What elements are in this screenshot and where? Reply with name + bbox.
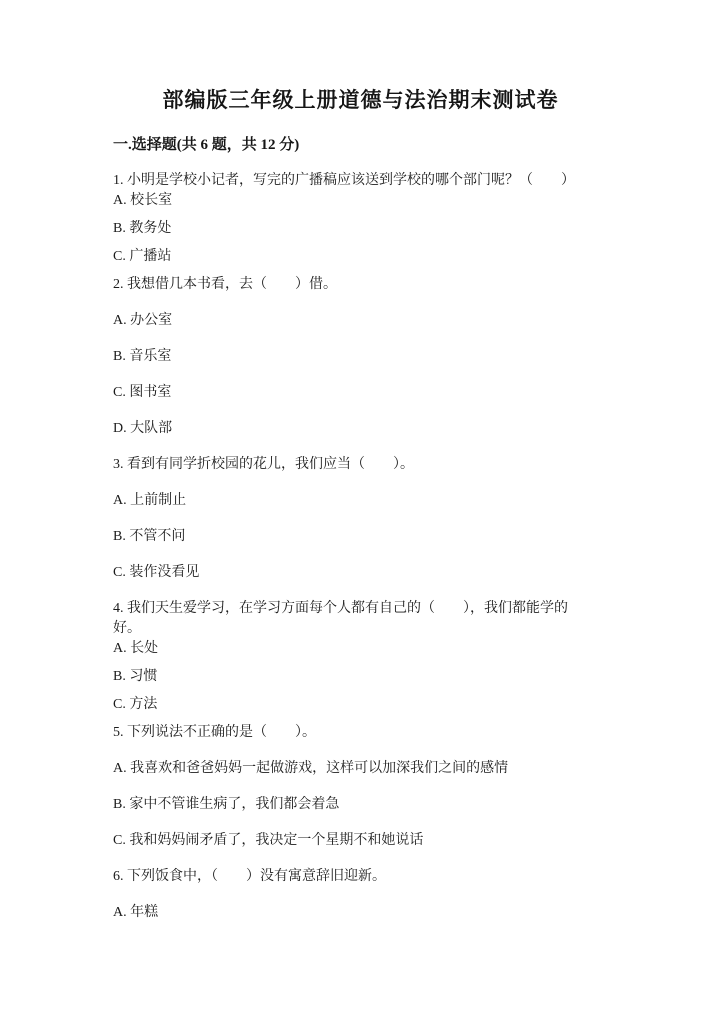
question-3-option-b: B. 不管不问 — [113, 529, 186, 544]
question-2-option-d: D. 大队部 — [113, 421, 173, 436]
question-1 — [113, 171, 608, 267]
question-4-option-c: C. 方法 — [113, 697, 158, 712]
question-5-text: 5. 下列说法不正确的是（ ）。 — [113, 725, 316, 740]
section-heading: 一.选择题(共 6 题，共 12 分) — [113, 137, 300, 153]
question-6-option-a: A. 年糕 — [113, 905, 159, 920]
question-2-option-a: A. 办公室 — [113, 313, 173, 328]
question-5-option-c: C. 我和妈妈闹矛盾了，我决定一个星期不和她说话 — [113, 833, 424, 848]
question-5-option-a: A. 我喜欢和爸爸妈妈一起做游戏，这样可以加深我们之间的感情 — [113, 761, 509, 776]
question-3-option-a: A. 上前制止 — [113, 493, 187, 508]
question-1-option-a: A. 校长室 — [113, 193, 173, 208]
page-title: 部编版三年级上册道德与法治期末测试卷 — [162, 88, 559, 112]
question-2 — [113, 275, 608, 439]
question-5 — [113, 723, 608, 851]
question-2-option-b: B. 音乐室 — [113, 349, 172, 364]
question-1-option-c: C. 广播站 — [113, 249, 172, 264]
question-3-text: 3. 看到有同学折校园的花儿，我们应当（ ）。 — [113, 457, 414, 472]
question-2-option-c: C. 图书室 — [113, 385, 172, 400]
question-4-text-line2: 好。 — [113, 621, 141, 636]
question-4-option-b: B. 习惯 — [113, 669, 158, 684]
question-6 — [113, 867, 608, 923]
question-1-text: 1. 小明是学校小记者，写完的广播稿应该送到学校的哪个部门呢？（ ） — [113, 173, 575, 188]
question-6-text: 6. 下列饭食中，（ ）没有寓意辞旧迎新。 — [113, 869, 386, 884]
question-4-option-a: A. 长处 — [113, 641, 159, 656]
question-4 — [113, 599, 608, 715]
question-3-option-c: C. 装作没看见 — [113, 565, 200, 580]
question-4-text-line1: 4. 我们天生爱学习，在学习方面每个人都有自己的（ ），我们都能学的 — [113, 601, 568, 616]
question-5-option-b: B. 家中不管谁生病了，我们都会着急 — [113, 797, 340, 812]
question-1-option-b: B. 教务处 — [113, 221, 172, 236]
question-2-text: 2. 我想借几本书看，去（ ）借。 — [113, 277, 337, 292]
question-3 — [113, 455, 608, 583]
